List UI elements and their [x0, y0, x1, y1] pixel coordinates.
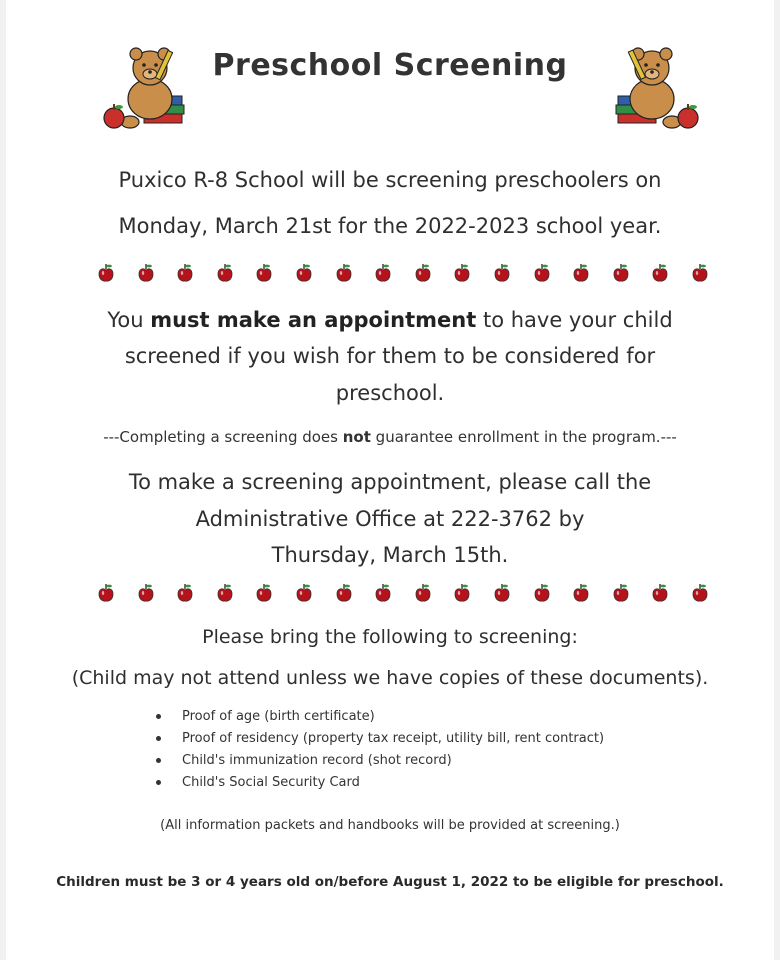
disclaimer-suffix: guarantee enrollment in the program.---	[370, 428, 677, 446]
apple-icon	[336, 263, 352, 283]
list-item	[156, 706, 604, 728]
document-text: Proof of residency (property tax receipt, utility bill, rent contract)	[182, 731, 605, 746]
apple-icon	[217, 263, 233, 283]
apple-icon	[217, 583, 233, 603]
apple-icon	[454, 263, 470, 283]
apple-icon	[98, 263, 114, 283]
apple-icon	[534, 583, 550, 603]
appointment-prefix: You	[107, 308, 151, 332]
apple-icon	[415, 583, 431, 603]
apple-icon	[256, 583, 272, 603]
apple-icon	[573, 583, 589, 603]
apple-icon	[296, 263, 312, 283]
apple-icon	[573, 263, 589, 283]
enrollment-disclaimer	[6, 428, 774, 446]
documents-list	[156, 706, 604, 794]
call-line-1: To make a screening appointment, please call the	[128, 470, 652, 494]
appointment-line-2: screened if you wish for them to be considered for	[124, 344, 656, 368]
appointment-line-3: preschool.	[335, 381, 445, 405]
apple-icon	[375, 263, 391, 283]
apple-icon	[138, 263, 154, 283]
bring-heading: Please bring the following to screening:	[202, 626, 578, 648]
appointment-line-1	[6, 308, 774, 332]
flyer-page	[6, 0, 774, 960]
intro-line-2: Monday, March 21st for the 2022-2023 school year.	[118, 214, 662, 238]
bring-subheading: (Child may not attend unless we have copies of these documents).	[71, 667, 709, 689]
apple-icon	[415, 263, 431, 283]
appointment-suffix: to have your child	[476, 308, 673, 332]
bullet-icon	[156, 758, 161, 763]
disclaimer-prefix: ---Completing a screening does	[103, 428, 343, 446]
apple-icon	[177, 263, 193, 283]
packets-note: (All information packets and handbooks will be provided at screening.)	[160, 818, 620, 833]
call-line-2: Administrative Office at 222-3762 by	[195, 507, 585, 531]
apple-icon	[296, 583, 312, 603]
intro-line-1: Puxico R-8 School will be screening preschoolers on	[118, 168, 662, 192]
document-text: Child's Social Security Card	[182, 775, 360, 790]
list-item	[156, 728, 604, 750]
apple-icon	[98, 583, 114, 603]
apple-icon	[138, 583, 154, 603]
document-text: Child's immunization record (shot record)	[182, 753, 452, 768]
apple-icon	[692, 583, 708, 603]
apple-icon	[692, 263, 708, 283]
apple-icon	[494, 583, 510, 603]
bullet-icon	[156, 736, 161, 741]
apple-icon	[494, 263, 510, 283]
bullet-icon	[156, 780, 161, 785]
apple-icon	[613, 583, 629, 603]
list-item	[156, 750, 604, 772]
apple-icon	[256, 263, 272, 283]
apple-icon	[454, 583, 470, 603]
bullet-icon	[156, 714, 161, 719]
page-title: Preschool Screening	[212, 48, 568, 83]
eligibility-note: Children must be 3 or 4 years old on/before August 1, 2022 to be eligible for preschool.	[56, 874, 724, 890]
disclaimer-emphasis: not	[342, 428, 371, 446]
apple-icon	[336, 583, 352, 603]
appointment-emphasis: must make an appointment	[150, 308, 477, 332]
apple-icon	[652, 583, 668, 603]
apple-icon	[652, 263, 668, 283]
apple-divider	[98, 582, 708, 604]
apple-divider	[98, 262, 708, 284]
list-item	[156, 772, 604, 794]
call-line-3: Thursday, March 15th.	[271, 543, 509, 567]
apple-icon	[534, 263, 550, 283]
apple-icon	[177, 583, 193, 603]
apple-icon	[375, 583, 391, 603]
document-text: Proof of age (birth certificate)	[182, 709, 375, 724]
apple-icon	[613, 263, 629, 283]
